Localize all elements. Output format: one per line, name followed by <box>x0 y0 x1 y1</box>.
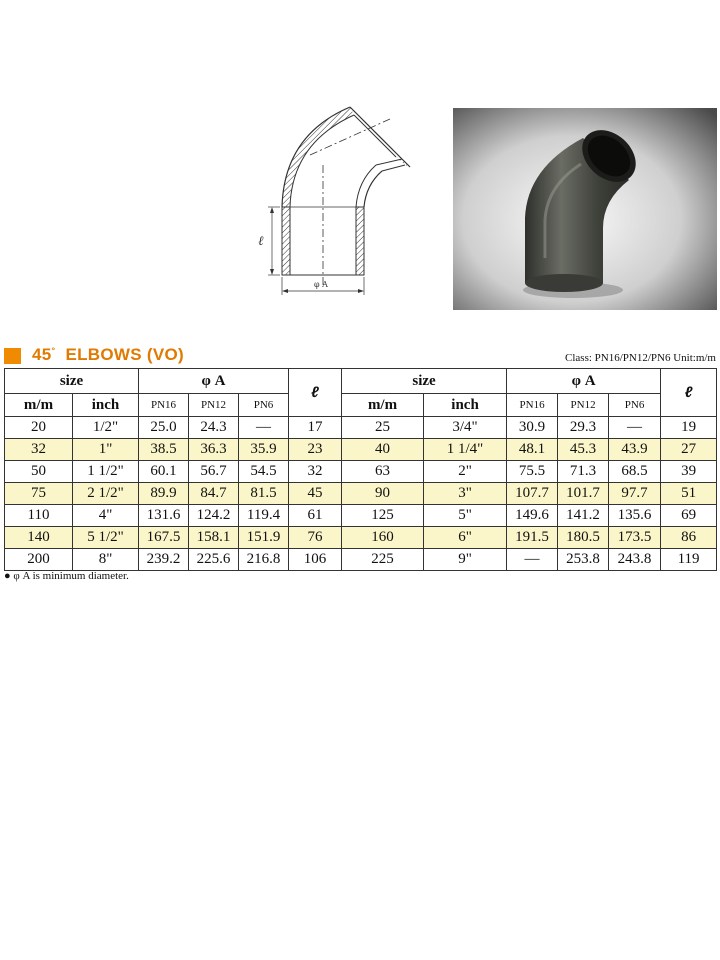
cell: 173.5 <box>609 527 661 549</box>
orange-square-icon <box>4 348 21 364</box>
cell: 86 <box>661 527 717 549</box>
cell: 84.7 <box>189 483 239 505</box>
section-title-row <box>4 346 716 366</box>
cell: 106 <box>289 549 342 571</box>
table-row <box>5 483 717 505</box>
cell: 25 <box>342 417 424 439</box>
header-pn12: PN12 <box>189 394 239 417</box>
cell: 160 <box>342 527 424 549</box>
table-row <box>5 439 717 461</box>
cell: 38.5 <box>139 439 189 461</box>
footnote: ● φ A is minimum diameter. <box>4 570 129 582</box>
cell: 50 <box>5 461 73 483</box>
spec-table-wrap <box>4 368 716 571</box>
cell: 76 <box>289 527 342 549</box>
cell: 6" <box>424 527 507 549</box>
cell: 27 <box>661 439 717 461</box>
title-degree-mark: ° <box>51 345 56 356</box>
cell: 243.8 <box>609 549 661 571</box>
header-size: size <box>5 369 139 394</box>
cell: 60.1 <box>139 461 189 483</box>
header-pn12: PN12 <box>558 394 609 417</box>
cell: 167.5 <box>139 527 189 549</box>
header-pn6: PN6 <box>609 394 661 417</box>
cell: 3" <box>424 483 507 505</box>
cell: 101.7 <box>558 483 609 505</box>
diameter-label: φ A <box>314 280 328 289</box>
header-mm: m/m <box>342 394 424 417</box>
header-mm: m/m <box>5 394 73 417</box>
cell: 19 <box>661 417 717 439</box>
cell: 25.0 <box>139 417 189 439</box>
cell: 75.5 <box>507 461 558 483</box>
cell: 20 <box>5 417 73 439</box>
cell: 68.5 <box>609 461 661 483</box>
cell: 225 <box>342 549 424 571</box>
header-phi-a: φ A <box>139 369 289 394</box>
cell: 43.9 <box>609 439 661 461</box>
cell: 35.9 <box>239 439 289 461</box>
cell: 3/4" <box>424 417 507 439</box>
class-unit-label: Class: PN16/PN12/PN6 Unit:m/m <box>565 352 716 364</box>
table-row <box>5 461 717 483</box>
cell: 1" <box>73 439 139 461</box>
cell: 107.7 <box>507 483 558 505</box>
cell: 200 <box>5 549 73 571</box>
cell: 63 <box>342 461 424 483</box>
cell: 48.1 <box>507 439 558 461</box>
cell: 1/2" <box>73 417 139 439</box>
elbow-diagram <box>250 95 420 305</box>
cell: 149.6 <box>507 505 558 527</box>
cell: 24.3 <box>189 417 239 439</box>
cell: 97.7 <box>609 483 661 505</box>
table-row <box>5 527 717 549</box>
cell: 2" <box>424 461 507 483</box>
cell: 32 <box>5 439 73 461</box>
spec-table <box>4 368 717 571</box>
header-pn6: PN6 <box>239 394 289 417</box>
cell: 253.8 <box>558 549 609 571</box>
cell: — <box>507 549 558 571</box>
cell: 140 <box>5 527 73 549</box>
cell: 119 <box>661 549 717 571</box>
cell: 8" <box>73 549 139 571</box>
cell: 51 <box>661 483 717 505</box>
cell: 131.6 <box>139 505 189 527</box>
cell: 29.3 <box>558 417 609 439</box>
cell: 32 <box>289 461 342 483</box>
title-degree: 45 <box>32 345 52 364</box>
cell: 225.6 <box>189 549 239 571</box>
cell: 40 <box>342 439 424 461</box>
cell: 23 <box>289 439 342 461</box>
cell: 71.3 <box>558 461 609 483</box>
header-inch: inch <box>73 394 139 417</box>
cell: 1 1/4" <box>424 439 507 461</box>
cell: 216.8 <box>239 549 289 571</box>
cell: 125 <box>342 505 424 527</box>
header-pn16: PN16 <box>139 394 189 417</box>
cell: — <box>609 417 661 439</box>
cell: 158.1 <box>189 527 239 549</box>
table-row <box>5 549 717 571</box>
cell: 4" <box>73 505 139 527</box>
header-length: ℓ <box>289 369 342 417</box>
cell: 45 <box>289 483 342 505</box>
cell: 124.2 <box>189 505 239 527</box>
cell: 81.5 <box>239 483 289 505</box>
section-title <box>32 345 184 365</box>
header-length: ℓ <box>661 369 717 417</box>
cell: 69 <box>661 505 717 527</box>
header-size: size <box>342 369 507 394</box>
cell: 36.3 <box>189 439 239 461</box>
table-row <box>5 505 717 527</box>
cell: 135.6 <box>609 505 661 527</box>
cell: 9" <box>424 549 507 571</box>
cell: 56.7 <box>189 461 239 483</box>
cell: 75 <box>5 483 73 505</box>
cell: 5 1/2" <box>73 527 139 549</box>
header-phi-a: φ A <box>507 369 661 394</box>
cell: 1 1/2" <box>73 461 139 483</box>
cell: 45.3 <box>558 439 609 461</box>
cell: 239.2 <box>139 549 189 571</box>
title-text: ELBOWS (VO) <box>65 345 184 364</box>
cell: 89.9 <box>139 483 189 505</box>
cell: 180.5 <box>558 527 609 549</box>
cell: 191.5 <box>507 527 558 549</box>
header-inch: inch <box>424 394 507 417</box>
cell: — <box>239 417 289 439</box>
cell: 2 1/2" <box>73 483 139 505</box>
length-label: ℓ <box>258 234 264 249</box>
cell: 141.2 <box>558 505 609 527</box>
cell: 61 <box>289 505 342 527</box>
cell: 90 <box>342 483 424 505</box>
cell: 5" <box>424 505 507 527</box>
elbow-photo-icon <box>453 108 717 310</box>
table-row <box>5 417 717 439</box>
cell: 119.4 <box>239 505 289 527</box>
cell: 151.9 <box>239 527 289 549</box>
cell: 17 <box>289 417 342 439</box>
cell: 30.9 <box>507 417 558 439</box>
cell: 54.5 <box>239 461 289 483</box>
cell: 39 <box>661 461 717 483</box>
cell: 110 <box>5 505 73 527</box>
header-pn16: PN16 <box>507 394 558 417</box>
